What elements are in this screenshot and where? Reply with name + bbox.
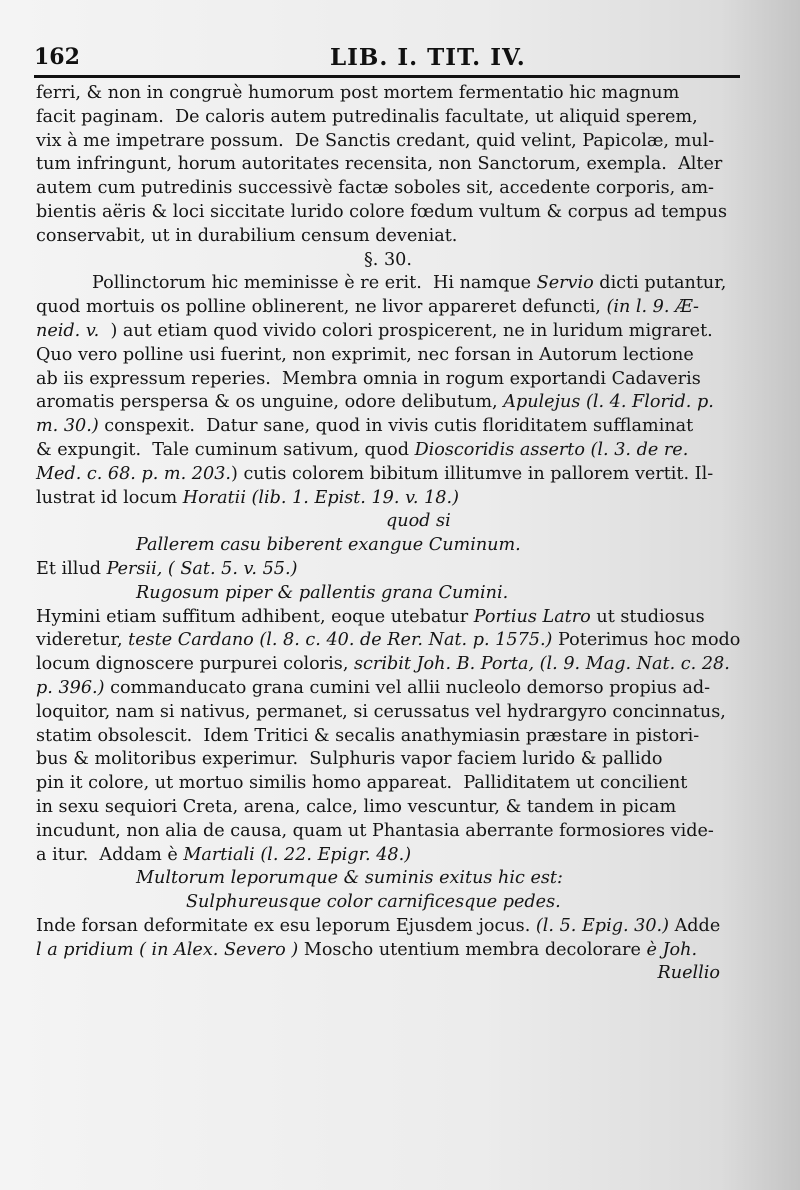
- text-line: [36, 629, 756, 653]
- text-segment: aromatis perspersa & os unguine, odore delibutum,: [36, 392, 504, 413]
- running-title: LIB. I. TIT. IV.: [330, 44, 526, 71]
- text-line: [36, 653, 756, 677]
- text-line: [36, 106, 756, 130]
- text-segment: ab iis expressum reperies. Membra omnia in rogum exportandi Cadaveris: [36, 368, 701, 389]
- text-line: [36, 201, 756, 225]
- italic-segment: Martiali (l. 22. Epigr. 48.): [183, 844, 412, 865]
- text-segment: locum dignoscere purpurei coloris,: [36, 654, 355, 675]
- text-line: [36, 510, 756, 534]
- text-line: [36, 701, 756, 725]
- text-segment: incudunt, non alia de causa, quam ut Phantasia aberrante formosiores vide-: [36, 820, 714, 841]
- text-segment: Pollinctorum hic meminisse è re erit. Hi namque: [92, 273, 537, 294]
- text-line: [36, 844, 756, 868]
- text-line: [36, 439, 756, 463]
- text-segment: lustrat id locum: [36, 487, 183, 508]
- italic-segment: quod si: [386, 511, 451, 532]
- text-segment: conservabit, ut in durabilium censum deveniat.: [36, 225, 458, 246]
- text-segment: Adde: [669, 915, 721, 936]
- page-header: [34, 40, 734, 76]
- text-line: [36, 891, 756, 915]
- italic-segment: è Joh.: [646, 939, 698, 960]
- italic-segment: teste Cardano (l. 8. c. 40. de Rer. Nat. p. 1575.): [128, 630, 553, 651]
- text-line: [36, 82, 756, 106]
- text-segment: bientis aëris & loci siccitate lurido colore fœdum vultum & corpus ad tempus: [36, 201, 728, 222]
- text-line: [36, 177, 756, 201]
- text-segment: a itur. Addam è: [36, 844, 184, 865]
- text-segment: §. 30.: [364, 249, 412, 270]
- text-line: [36, 772, 756, 796]
- text-segment: Et illud: [36, 558, 107, 579]
- text-line: [36, 939, 756, 963]
- text-line: [36, 796, 756, 820]
- text-line: [36, 915, 756, 939]
- text-line: [36, 748, 756, 772]
- text-segment: Moscho utentium membra decolorare: [298, 939, 647, 960]
- text-segment: ) aut etiam quod vivido colori prospicerent, ne in luridum migraret.: [99, 320, 713, 341]
- text-line: [36, 725, 756, 749]
- text-segment: ut studiosus: [590, 606, 705, 627]
- italic-segment: l a pridium ( in Alex. Severo ): [36, 939, 299, 960]
- italic-segment: Portius Latro: [473, 606, 591, 627]
- text-segment: Quo vero polline usi fuerint, non exprimit, nec forsan in Autorum lectione: [36, 344, 694, 365]
- text-line: [36, 296, 756, 320]
- text-line: [36, 225, 756, 249]
- text-line: [36, 820, 756, 844]
- text-segment: vix à me impetrare possum. De Sanctis credant, quid velint, Papicolæ, mul-: [36, 130, 715, 151]
- header-rule: [34, 75, 740, 78]
- text-line: [36, 558, 756, 582]
- text-line: [36, 606, 756, 630]
- italic-segment: scribit Joh. B. Porta, (l. 9. Mag. Nat. c. 28.: [354, 654, 730, 675]
- text-segment: pin it colore, ut mortuo similis homo appareat. Palliditatem ut concilient: [36, 773, 688, 794]
- italic-segment: Persii, ( Sat. 5. v. 55.): [106, 558, 298, 579]
- text-line: [36, 153, 756, 177]
- body-text: [36, 82, 756, 986]
- italic-segment: Dioscoridis asserto (l. 3. de re.: [414, 439, 689, 460]
- text-segment: autem cum putredinis successivè factæ soboles sit, accedente corporis, am-: [36, 178, 714, 199]
- text-segment: & expungit. Tale cuminum sativum, quod: [36, 439, 415, 460]
- text-segment: dicti putantur,: [593, 273, 727, 294]
- text-segment: statim obsolescit. Idem Tritici & secalis anathymiasin præstare in pistori-: [36, 725, 700, 746]
- text-line: [36, 534, 756, 558]
- text-segment: ) cutis colorem bibitum illitumve in pallorem vertit. Il-: [230, 463, 714, 484]
- text-line: [36, 867, 756, 891]
- text-segment: bus & molitoribus experimur. Sulphuris vapor faciem lurido & pallido: [36, 749, 663, 770]
- text-line: [36, 962, 756, 986]
- text-segment: facit paginam. De caloris autem putredinalis facultate, ut aliquid sperem,: [36, 106, 698, 127]
- italic-segment: Rugosum piper & pallentis grana Cumini.: [136, 582, 509, 603]
- text-line: [36, 368, 756, 392]
- italic-segment: Apulejus (l. 4. Florid. p.: [503, 392, 714, 413]
- italic-segment: Horatii (lib. 1. Epist. 19. v. 18.): [182, 487, 459, 508]
- italic-segment: Multorum leporumque & suminis exitus hic est:: [136, 868, 563, 889]
- text-segment: quod mortuis os polline oblinerent, ne livor appareret defuncti,: [36, 297, 607, 318]
- text-line: [36, 249, 756, 273]
- italic-segment: (in l. 9. Æ-: [606, 297, 699, 318]
- italic-segment: Med. c. 68. p. m. 203.: [36, 463, 231, 484]
- text-line: [36, 415, 756, 439]
- text-segment: loquitor, nam si nativus, permanet, si cerussatus vel hydrargyro concinnatus,: [36, 701, 726, 722]
- text-line: [36, 320, 756, 344]
- italic-segment: Sulphureusque color carnificesque pedes.: [186, 892, 561, 913]
- italic-segment: (l. 5. Epig. 30.): [535, 915, 669, 936]
- text-segment: Hymini etiam suffitum adhibent, eoque utebatur: [36, 606, 474, 627]
- text-line: [36, 582, 756, 606]
- text-line: [36, 391, 756, 415]
- text-line: [36, 130, 756, 154]
- text-line: [36, 487, 756, 511]
- italic-segment: p. 396.): [36, 677, 105, 698]
- text-segment: Poterimus hoc modo: [552, 630, 741, 651]
- text-segment: videretur,: [36, 630, 129, 651]
- text-line: [36, 344, 756, 368]
- text-line: [36, 463, 756, 487]
- text-segment: conspexit. Datur sane, quod in vivis cutis floriditatem sufflaminat: [98, 416, 694, 437]
- text-line: [36, 677, 756, 701]
- text-segment: ferri, & non in congruè humorum post mortem fermentatio hic magnum: [36, 83, 680, 103]
- text-line: [36, 272, 756, 296]
- text-segment: tum infringunt, horum autoritates recensita, non Sanctorum, exempla. Alter: [36, 154, 723, 175]
- italic-segment: Ruellio: [657, 963, 720, 984]
- page-number: 162: [34, 44, 80, 70]
- italic-segment: m. 30.): [36, 416, 99, 437]
- text-segment: commanducato grana cumini vel allii nucleolo demorso propius ad-: [104, 677, 711, 698]
- italic-segment: Servio: [536, 273, 594, 294]
- italic-segment: Pallerem casu biberent exangue Cuminum.: [136, 535, 521, 556]
- text-segment: Inde forsan deformitate ex esu leporum Ejusdem jocus.: [36, 915, 536, 936]
- text-segment: in sexu sequiori Creta, arena, calce, limo vescuntur, & tandem in picam: [36, 796, 677, 817]
- italic-segment: neid. v.: [36, 320, 100, 341]
